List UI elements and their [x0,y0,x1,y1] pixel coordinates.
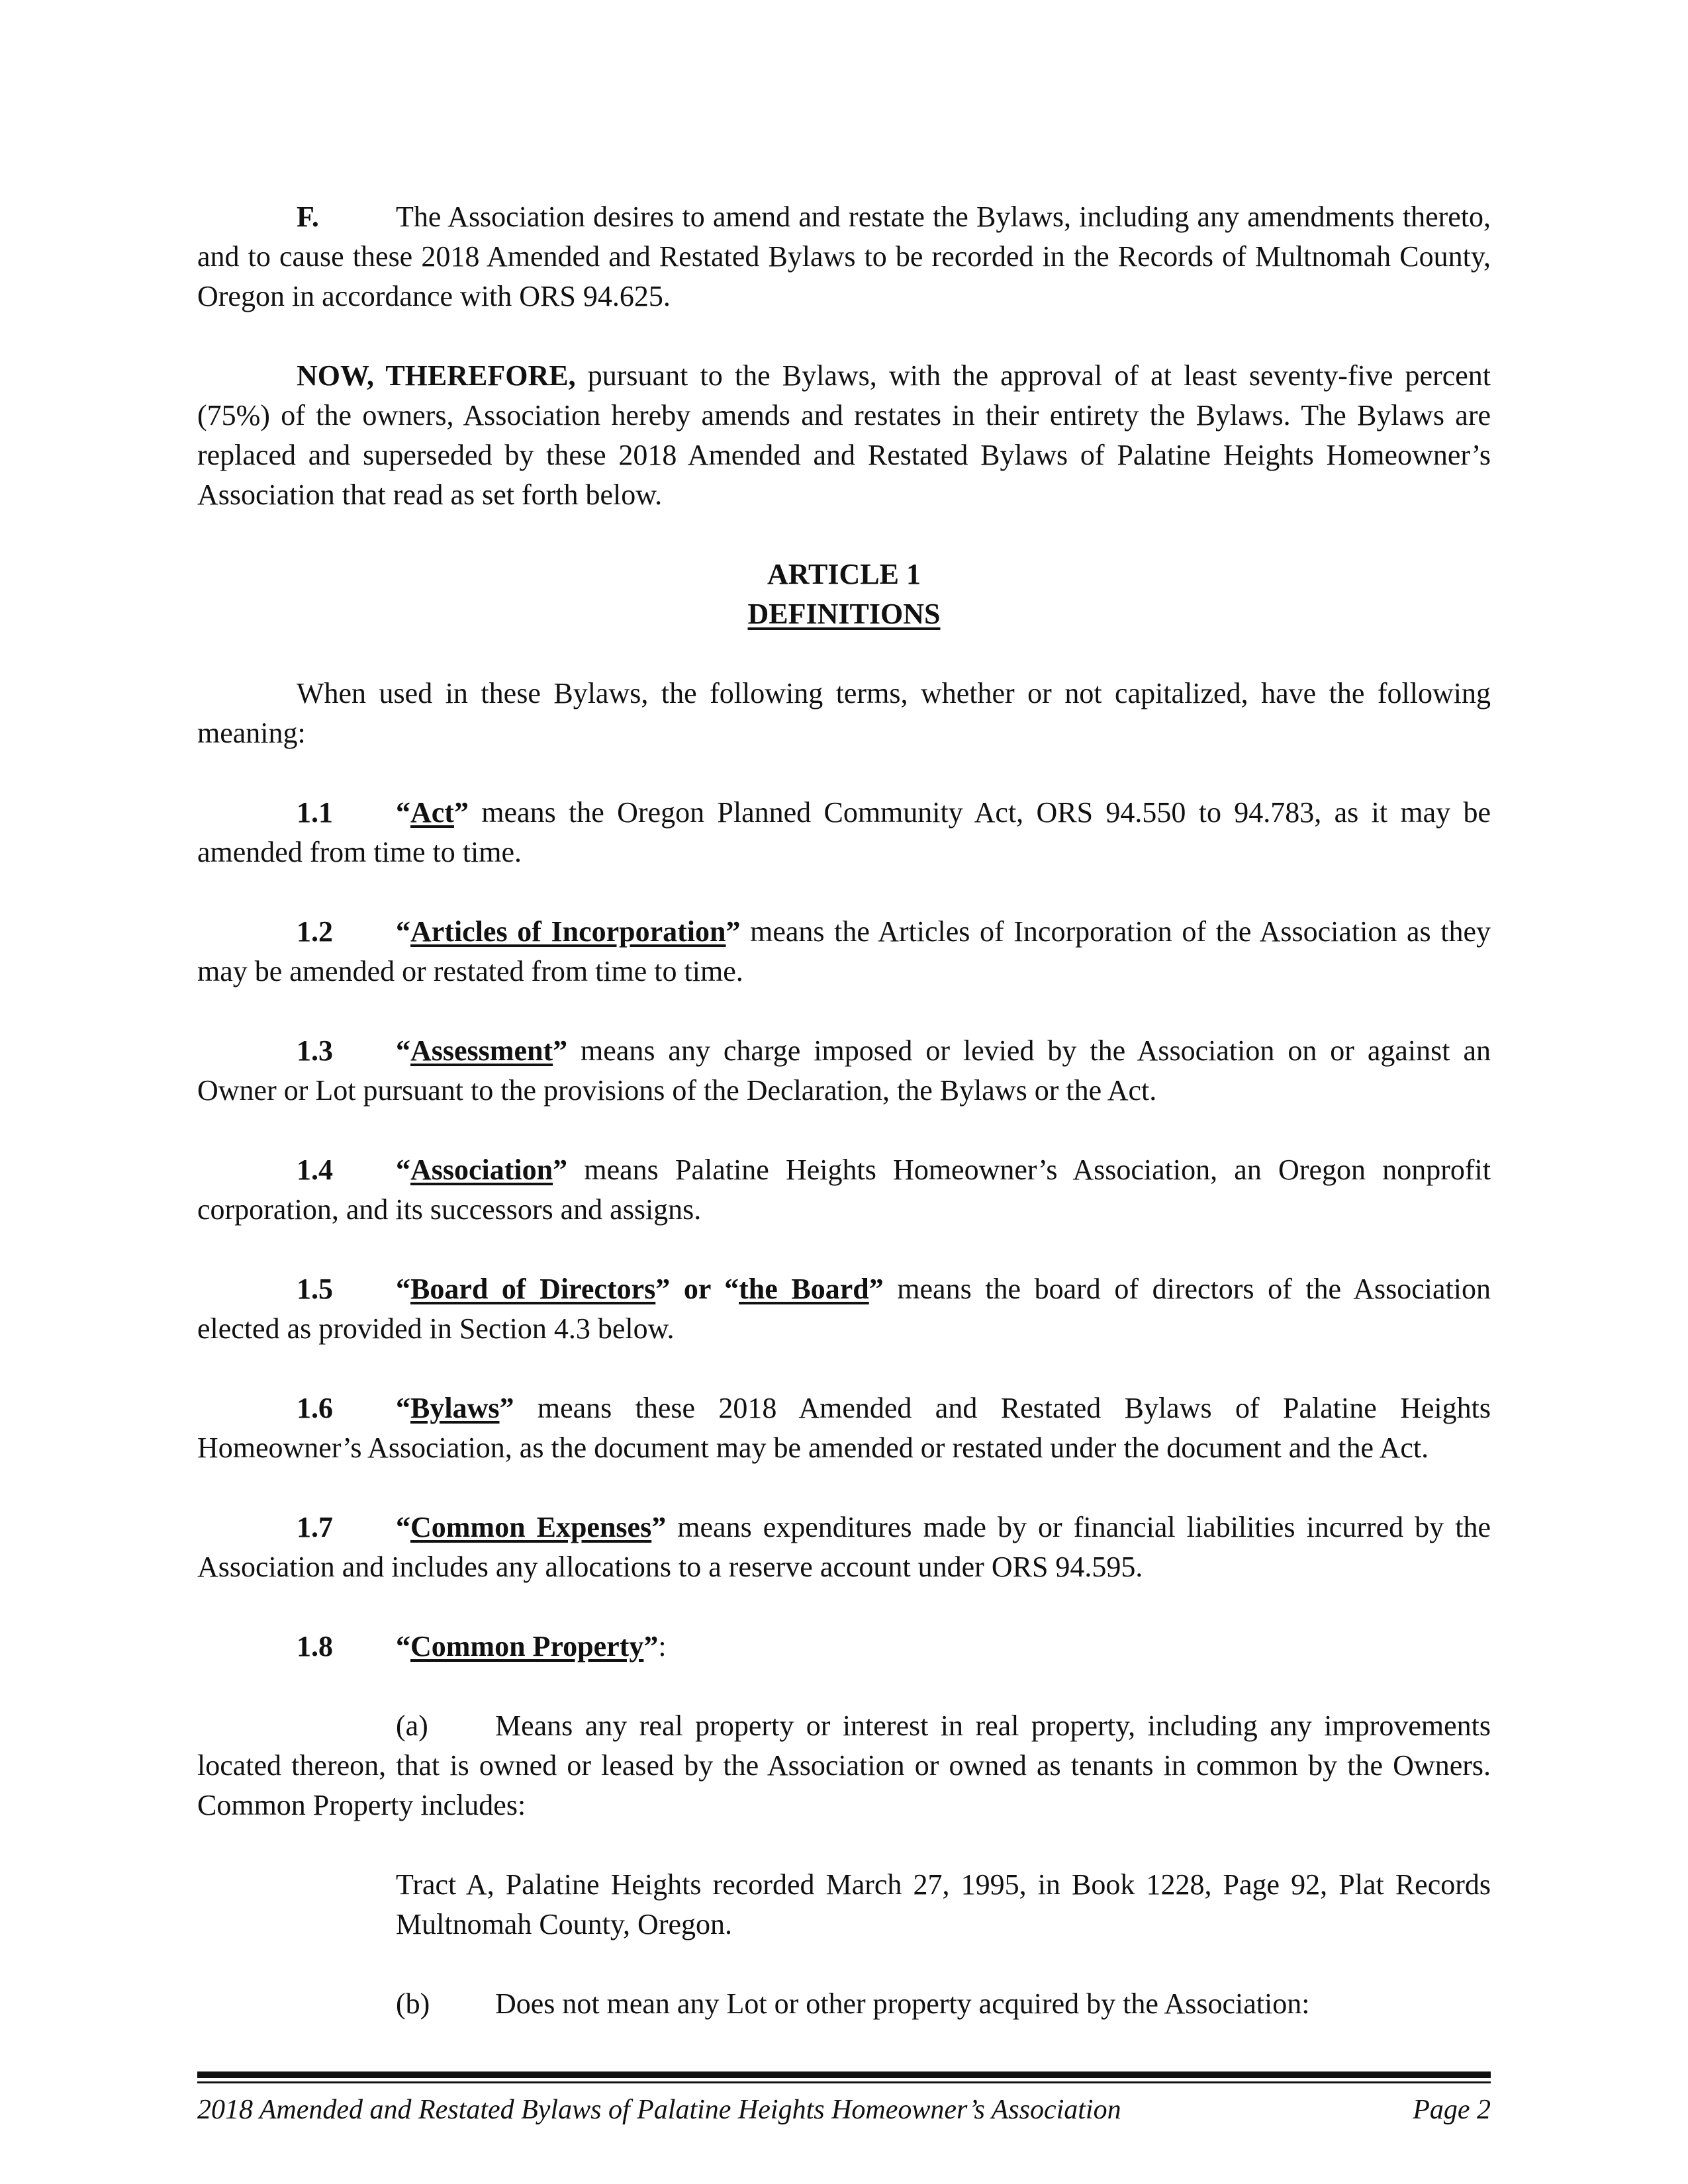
open-quote: “ [396,1154,410,1186]
defined-term: Common Property [410,1630,644,1662]
defined-term-alt: the Board [739,1273,869,1305]
footer-rule [197,2071,1491,2083]
common-property-a [197,1706,1491,1825]
subsection-text: Does not mean any Lot or other property acquired by the Association: [495,1987,1310,2020]
definition-number: 1.6 [297,1392,333,1424]
definition-articles-of-incorporation [197,912,1491,991]
definition-number: 1.7 [297,1511,333,1543]
close-quote: ” [868,1273,884,1305]
now-therefore-text: pursuant to the Bylaws, with the approval of at least seventy-five percent (75%) of the owners, Association hereby amends and restates in their entirety the Bylaws. The Bylaws are replaced and superseded by these 2018 Amended and Restated Bylaws of Palatine Heights Homeowner’s Association that read as set forth below. [197,359,1491,511]
definition-text: means the Oregon Planned Community Act, ORS 94.550 to 94.783, as it may be amended from time to time. [197,796,1491,868]
close-quote: ” [726,915,741,948]
definition-text: means Palatine Heights Homeowner’s Association, an Oregon nonprofit corporation, and its successors and assigns. [197,1154,1491,1226]
term-connector: ” or “ [655,1273,739,1305]
definition-text: means the board of directors of the Association elected as provided in Section 4.3 below. [197,1273,1491,1345]
now-therefore-paragraph [197,356,1491,515]
article-title: DEFINITIONS [747,598,941,630]
definitions-intro: When used in these Bylaws, the following terms, whether or not capitalized, have the following meaning: [197,677,1491,749]
definition-text: means expenditures made by or financial liabilities incurred by the Association and includes any allocations to a reserve account under ORS 94.595. [197,1511,1491,1583]
definition-association [197,1150,1491,1230]
footer-rule-thick [197,2071,1491,2078]
open-quote: “ [396,1273,410,1305]
close-quote: ” [553,1154,568,1186]
definition-text: : [658,1630,667,1662]
open-quote: “ [396,1034,410,1067]
definition-number: 1.4 [297,1154,333,1186]
open-quote: “ [396,1511,410,1543]
common-property-b [197,1984,1491,2024]
subsection-text: Means any real property or interest in real property, including any improvements located thereon, that is owned or leased by the Association or owned as tenants in common by the Owners. Common Property includes: [197,1709,1491,1821]
open-quote: “ [396,796,410,829]
footer-page-number: Page 2 [1413,2095,1491,2125]
close-quote: ” [453,796,469,829]
definition-number: 1.5 [297,1273,333,1305]
definition-text: means the Articles of Incorporation of the Association as they may be amended or restated from time to time. [197,915,1491,987]
definition-number: 1.3 [297,1034,333,1067]
definition-common-expenses [197,1508,1491,1587]
definition-number: 1.1 [297,796,333,829]
recital-text: The Association desires to amend and restate the Bylaws, including any amendments thereto, and to cause these 2018 Amended and Restated Bylaws to be recorded in the Records of Multnomah County, Oregon in accordance with ORS 94.625. [197,201,1491,312]
subsection-label: (a) [396,1709,428,1742]
defined-term: Act [410,796,454,829]
definition-board-of-directors [197,1269,1491,1349]
open-quote: “ [396,1630,410,1662]
close-quote: ” [499,1392,514,1424]
definition-number: 1.2 [297,915,333,948]
page-footer [197,2091,1491,2128]
defined-term: Board of Directors [410,1273,656,1305]
open-quote: “ [396,915,410,948]
close-quote: ” [553,1034,568,1067]
recital-label: F. [297,201,319,233]
page-body [197,197,1491,2024]
article-number: ARTICLE 1 [767,558,921,590]
article-heading [197,555,1491,634]
close-quote: ” [643,1630,659,1662]
defined-term: Common Expenses [410,1511,652,1543]
definition-text: means any charge imposed or levied by the Association on or against an Owner or Lot pursuant to the provisions of the Declaration, the Bylaws or the Act. [197,1034,1491,1107]
recital-f [197,197,1491,316]
defined-term: Association [410,1154,553,1186]
defined-term: Assessment [410,1034,553,1067]
open-quote: “ [396,1392,410,1424]
definition-common-property [197,1627,1491,1666]
footer-rule-thin [197,2081,1491,2083]
definition-number: 1.8 [297,1630,333,1662]
definition-assessment [197,1031,1491,1111]
footer-title: 2018 Amended and Restated Bylaws of Palatine Heights Homeowner’s Association [197,2095,1121,2125]
now-therefore-lead: NOW, THEREFORE, [297,359,576,392]
defined-term: Bylaws [410,1392,500,1424]
defined-term: Articles of Incorporation [410,915,726,948]
definition-act [197,793,1491,872]
definition-text: means these 2018 Amended and Restated Bylaws of Palatine Heights Homeowner’s Association, as the document may be amended or restated under the document and the Act. [197,1392,1491,1464]
definition-bylaws [197,1388,1491,1468]
subsection-label: (b) [396,1987,430,2020]
close-quote: ” [651,1511,667,1543]
common-property-tract: Tract A, Palatine Heights recorded March 27, 1995, in Book 1228, Page 92, Plat Records Multnomah County, Oregon. [396,1868,1491,1940]
